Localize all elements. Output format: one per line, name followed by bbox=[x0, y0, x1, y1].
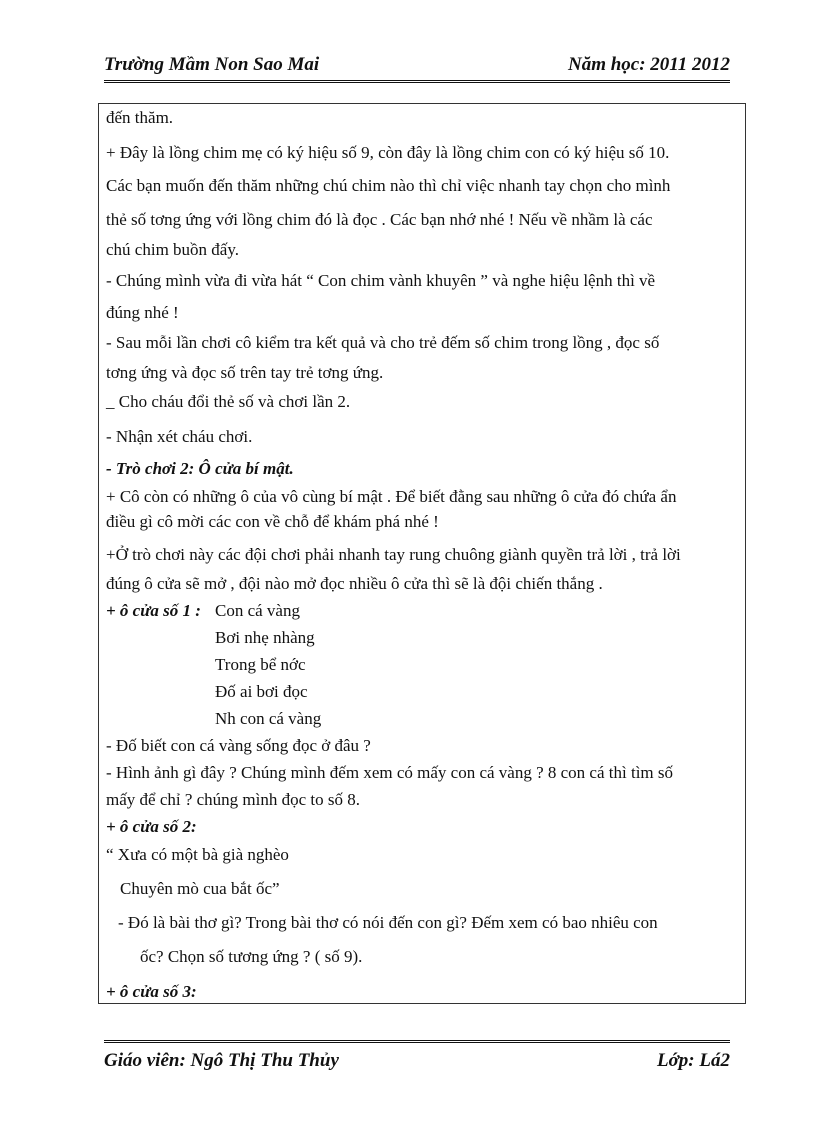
text-line: - Sau mỗi lần chơi cô kiểm tra kết quả và cho trẻ đếm số chim trong lồng , đọc số bbox=[106, 333, 660, 352]
text-line: tơng ứng và đọc số trên tay trẻ tơng ứng. bbox=[106, 363, 384, 382]
text-line: - Đố biết con cá vàng sống đọc ở đâu ? bbox=[106, 736, 371, 755]
text-line: _ Cho cháu đổi thẻ số và chơi lần 2. bbox=[106, 392, 351, 411]
riddle-heading: + ô cửa số 3: bbox=[106, 982, 197, 1001]
text-line: Các bạn muốn đến thăm những chú chim nào thì chỉ việc nhanh tay chọn cho mình bbox=[106, 176, 671, 195]
footer-rule bbox=[104, 1040, 730, 1043]
text-line: + Cô còn có những ô của vô cùng bí mật . Để biết đằng sau những ô cửa đó chứa ẩn bbox=[106, 487, 677, 506]
text-line: thẻ số tơng ứng với lồng chim đó là đọc . Các bạn nhớ nhé ! Nếu về nhầm là các bbox=[106, 210, 653, 229]
text-line: - Chúng mình vừa đi vừa hát “ Con chim vành khuyên ” và nghe hiệu lệnh thì về bbox=[106, 271, 656, 290]
text-line: - Nhận xét cháu chơi. bbox=[106, 427, 253, 446]
page-header bbox=[104, 54, 730, 80]
text-line: mấy để chỉ ? chúng mình đọc to số 8. bbox=[106, 790, 361, 809]
poem-line: Trong bể nớc bbox=[215, 655, 306, 674]
section-heading: - Trò chơi 2: Ô cửa bí mật. bbox=[106, 459, 294, 478]
text-line: - Hình ảnh gì đây ? Chúng mình đếm xem có mấy con cá vàng ? 8 con cá thì tìm số bbox=[106, 763, 674, 782]
riddle-heading: + ô cửa số 1 : bbox=[106, 601, 201, 620]
text-line: đúng nhé ! bbox=[106, 303, 179, 322]
class-name: Lớp: Lá2 bbox=[657, 1050, 730, 1071]
text-line: “ Xưa có một bà già nghèo bbox=[106, 845, 289, 864]
page-footer bbox=[104, 1050, 730, 1076]
poem-line: Con cá vàng bbox=[215, 601, 300, 620]
poem-line: Nh con cá vàng bbox=[215, 709, 322, 728]
text-line: điều gì cô mời các con về chỗ để khám phá nhé ! bbox=[106, 512, 439, 531]
riddle-heading: + ô cửa số 2: bbox=[106, 817, 197, 836]
school-year: Năm học: 2011 2012 bbox=[567, 54, 730, 75]
header-rule bbox=[104, 80, 730, 83]
text-line: Chuyên mò cua bắt ốc” bbox=[120, 879, 280, 898]
poem-line: Bơi nhẹ nhàng bbox=[215, 628, 315, 647]
text-line: chú chim buồn đấy. bbox=[106, 240, 239, 259]
text-line: đúng ô cửa sẽ mở , đội nào mở đọc nhiều ô cửa thì sẽ là đội chiến thắng . bbox=[106, 574, 603, 593]
text-line: - Đó là bài thơ gì? Trong bài thơ có nói đến con gì? Đếm xem có bao nhiêu con bbox=[118, 913, 658, 932]
text-line: ốc? Chọn số tương ứng ? ( số 9). bbox=[140, 947, 363, 966]
school-name: Trường Mầm Non Sao Mai bbox=[104, 54, 320, 75]
text-line: đến thăm. bbox=[106, 108, 174, 127]
text-line: + Đây là lồng chim mẹ có ký hiệu số 9, còn đây là lồng chim con có ký hiệu số 10. bbox=[106, 143, 670, 162]
text-line: +Ở trò chơi này các đội chơi phải nhanh tay rung chuông giành quyền trả lời , trả lời bbox=[106, 545, 681, 564]
poem-line: Đố ai bơi đọc bbox=[215, 682, 308, 701]
teacher-name: Giáo viên: Ngô Thị Thu Thủy bbox=[104, 1050, 339, 1071]
